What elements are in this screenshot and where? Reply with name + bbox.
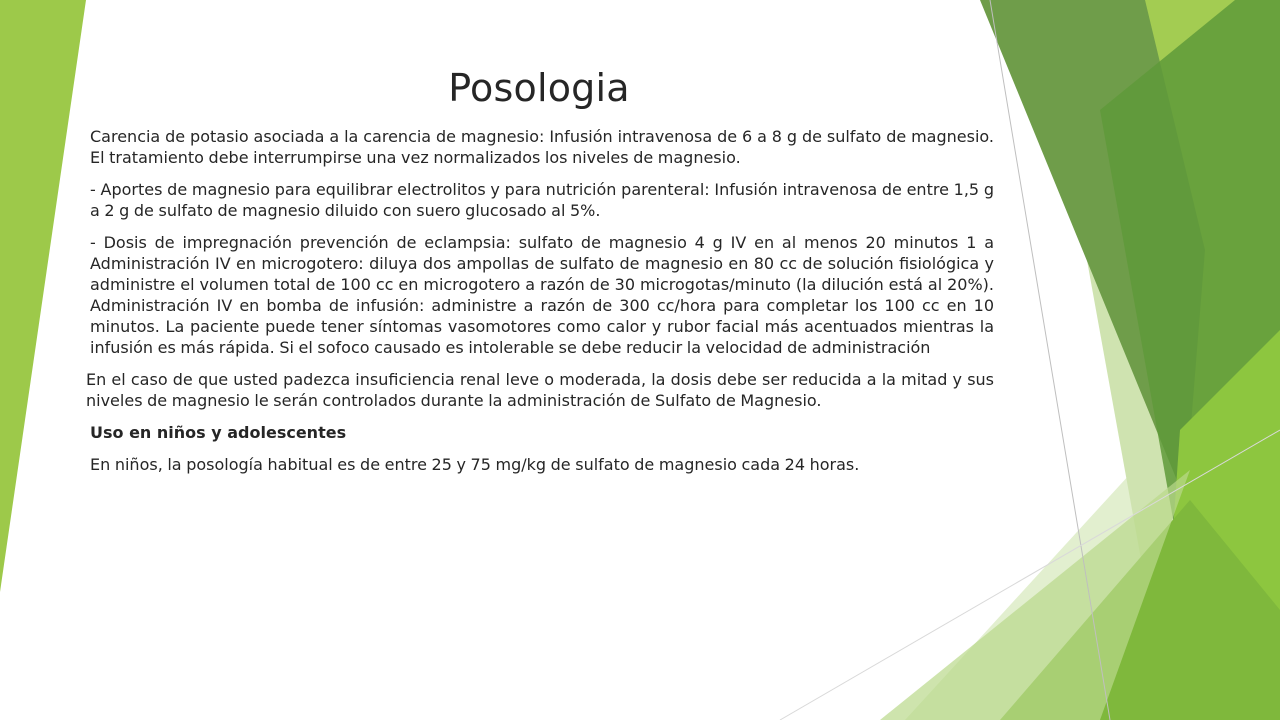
- paragraph-magnesium-supply: - Aportes de magnesio para equilibrar electrolitos y para nutrición parenteral: Infusión intravenosa de entre 1,5 g a 2 g de sulfato de magnesio diluido con suero glucosado al 5%.: [90, 180, 994, 220]
- paragraph-eclampsia-dosing: - Dosis de impregnación prevención de eclampsia: sulfato de magnesio 4 g IV en al menos 20 minutos 1 a Administración IV en microgotero: diluya dos ampollas de sulfato de magnesio en 80 cc de solución fisiológica y administre el volumen total de 100 cc en microgotero a razón de 30 microgotas/minuto (la dilución está al 20%). Administración IV en bomba de infusión: administre a razón de 300 cc/hora para completar los 100 cc en 10 minutos. La paciente puede tener síntomas vasomotores como calor y rubor facial más acentuados mientras la infusión es más rápida. Si el sofoco causado es intolerable se debe reducir la velocidad de administración: [90, 233, 994, 357]
- paragraph-renal-insufficiency: En el caso de que usted padezca insuficiencia renal leve o moderada, la dosis debe ser reducida a la mitad y sus niveles de magnesio le serán controlados durante la administración de Sulfato de Magnesio.: [86, 370, 994, 410]
- subheading-children: Uso en niños y adolescentes: [90, 423, 347, 442]
- paragraph-potassium-deficiency: Carencia de potasio asociada a la carencia de magnesio: Infusión intravenosa de 6 a 8 g de sulfato de magnesio. El tratamiento debe interrumpirse una vez normalizados los niveles de magnesio.: [90, 127, 994, 167]
- paragraph-children-dosing: En niños, la posología habitual es de entre 25 y 75 mg/kg de sulfato de magnesio cada 24 horas.: [90, 455, 860, 474]
- slide-title: Posologia: [448, 66, 630, 110]
- slide-content: [86, 126, 994, 475]
